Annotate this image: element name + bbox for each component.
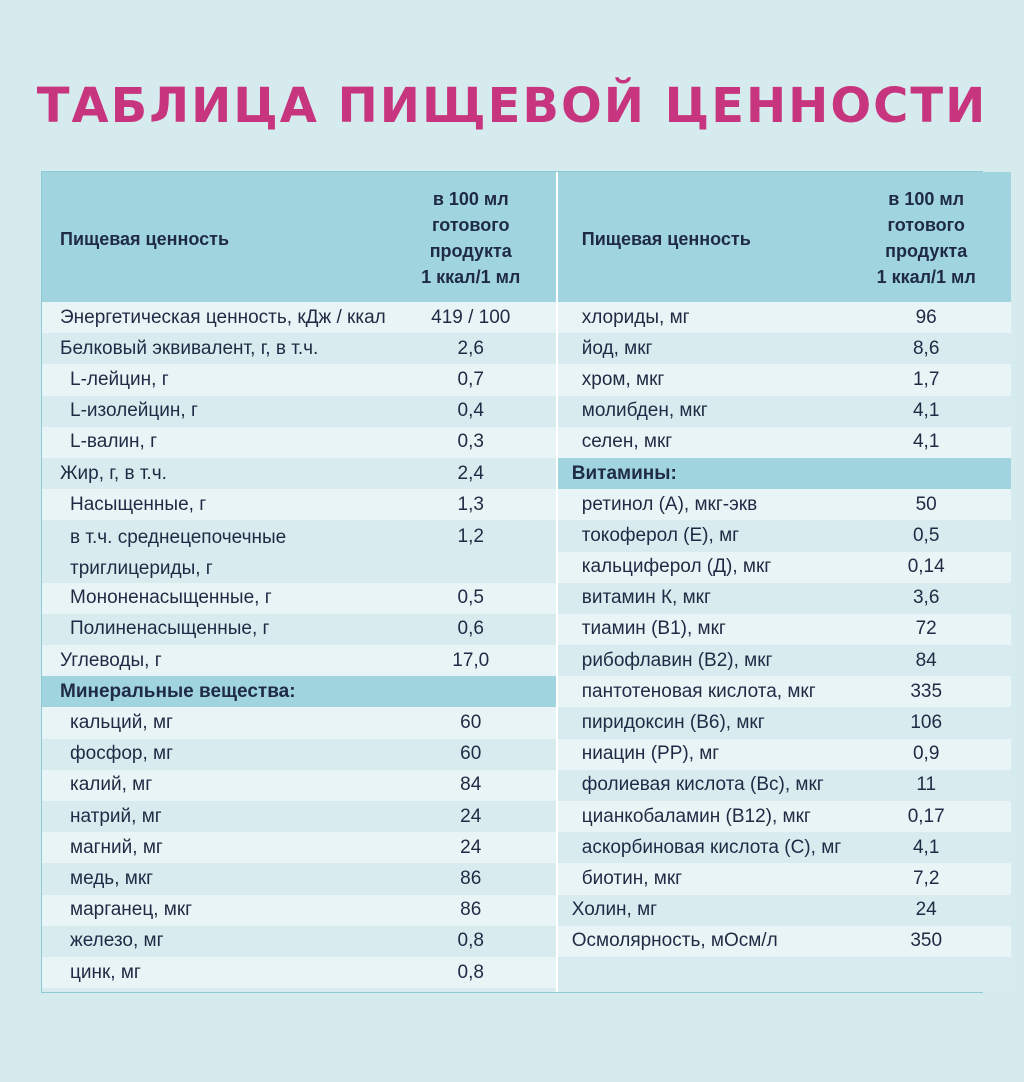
nutrient-value: 7,2	[912, 867, 940, 889]
table-row	[42, 583, 556, 614]
table-body-right	[558, 302, 1011, 992]
nutrient-name: ниацин (РР), мг	[581, 743, 720, 765]
header-name-label: Пищевая ценность	[60, 228, 230, 249]
nutrient-name: Энергетическая ценность, кДж / ккал	[60, 306, 386, 328]
section-header-row	[42, 676, 556, 707]
nutrient-name: калий, мг	[70, 774, 153, 796]
nutrition-table	[41, 171, 983, 993]
nutrient-name: кальциферол (Д), мкг	[581, 556, 772, 578]
nutrient-name: L-валин, г	[70, 431, 158, 453]
nutrient-name: рибофлавин (В2), мкг	[581, 649, 773, 671]
nutrient-value: 50	[915, 493, 937, 515]
nutrient-name: аскорбиновая кислота (С), мг	[581, 836, 842, 858]
nutrient-value: 0,5	[912, 524, 940, 546]
table-row	[42, 832, 556, 863]
table-row	[558, 396, 1011, 427]
nutrient-value: 84	[460, 774, 482, 796]
nutrient-value: 17,0	[452, 649, 490, 671]
nutrient-value: 0,9	[912, 743, 940, 765]
table-row	[558, 863, 1011, 894]
nutrient-name: селен, мкг	[581, 431, 673, 453]
table-filler	[558, 957, 1011, 992]
nutrient-value: 0,17	[907, 805, 945, 827]
table-row	[42, 957, 556, 988]
table-row	[42, 739, 556, 770]
table-body-left	[42, 302, 556, 992]
nutrient-value: 1,2	[457, 526, 484, 548]
nutrient-name: натрий, мг	[70, 805, 162, 827]
nutrient-name: молибден, мкг	[581, 400, 708, 422]
nutrient-value: 86	[460, 899, 482, 921]
nutrient-name: хлориды, мг	[581, 306, 690, 328]
nutrient-value: 419 / 100	[431, 306, 511, 328]
nutrient-value: 0,14	[907, 556, 945, 578]
table-filler	[42, 988, 556, 992]
table-row	[42, 427, 556, 458]
nutrient-value: 84	[915, 649, 937, 671]
nutrient-value: 350	[910, 930, 943, 952]
table-row	[42, 396, 556, 427]
table-row	[42, 801, 556, 832]
nutrient-name: ретинол (А), мкг-экв	[581, 493, 758, 515]
nutrient-value: 2,4	[457, 462, 484, 484]
nutrient-name: фосфор, мг	[70, 743, 174, 765]
nutrient-value: 24	[460, 836, 482, 858]
nutrient-name: биотин, мкг	[581, 867, 683, 889]
nutrient-value: 0,4	[457, 400, 484, 422]
nutrient-value: 0,3	[457, 431, 484, 453]
table-row	[558, 707, 1011, 738]
table-row	[558, 801, 1011, 832]
nutrient-value: 24	[460, 805, 482, 827]
nutrient-value: 106	[910, 712, 943, 734]
nutrient-name: йод, мкг	[581, 337, 653, 359]
table-column-right	[556, 172, 1011, 992]
nutrient-name: железо, мг	[70, 930, 164, 952]
header-value-line: продукта	[885, 241, 968, 261]
table-header	[558, 172, 1011, 302]
table-row	[558, 520, 1011, 551]
nutrient-name: Насыщенные, г	[70, 493, 207, 515]
nutrient-name: медь, мкг	[70, 867, 154, 889]
section-header-row	[558, 458, 1011, 489]
nutrient-value: 335	[910, 680, 943, 702]
table-row	[42, 364, 556, 395]
nutrient-name: марганец, мкг	[70, 899, 193, 921]
nutrient-name: Белковый эквивалент, г, в т.ч.	[60, 337, 319, 359]
nutrient-value: 24	[915, 899, 937, 921]
nutrient-name: цианкобаламин (В12), мкг	[581, 805, 811, 827]
nutrient-value: 4,1	[912, 431, 940, 453]
nutrient-value: 60	[460, 712, 482, 734]
table-row	[558, 832, 1011, 863]
header-value-line: 1 ккал/1 мл	[876, 267, 976, 287]
nutrient-value: 86	[460, 867, 482, 889]
table-row	[558, 645, 1011, 676]
header-value-line: готового	[887, 215, 965, 235]
table-row	[558, 895, 1011, 926]
header-value-line: в 100 мл	[432, 189, 509, 209]
nutrient-name: L-лейцин, г	[70, 368, 169, 390]
table-row	[42, 863, 556, 894]
nutrient-name: Осмолярность, мОсм/л	[571, 930, 778, 952]
table-row	[42, 645, 556, 676]
nutrient-name: кальций, мг	[70, 712, 173, 734]
nutrient-name: L-изолейцин, г	[70, 400, 198, 422]
nutrient-name: фолиевая кислота (Вс), мкг	[581, 774, 824, 796]
nutrient-value: 60	[460, 743, 482, 765]
table-row	[42, 333, 556, 364]
table-row	[42, 895, 556, 926]
header-value-label	[386, 184, 556, 290]
nutrient-name: магний, мг	[70, 836, 163, 858]
section-title: Минеральные вещества:	[60, 680, 296, 702]
table-row	[42, 520, 556, 582]
table-row	[42, 926, 556, 957]
table-row	[558, 489, 1011, 520]
table-row	[558, 333, 1011, 364]
table-row	[558, 739, 1011, 770]
section-title: Витамины:	[571, 462, 677, 484]
nutrient-value: 11	[916, 774, 937, 796]
table-header	[42, 172, 556, 302]
table-row	[42, 458, 556, 489]
header-value-line: 1 ккал/1 мл	[421, 267, 521, 287]
table-row	[558, 552, 1011, 583]
nutrient-value: 3,6	[912, 587, 940, 609]
header-name-label: Пищевая ценность	[581, 228, 751, 249]
table-row	[558, 676, 1011, 707]
nutrient-value: 1,7	[912, 368, 940, 390]
nutrient-value: 4,1	[912, 400, 940, 422]
header-value-line: продукта	[429, 241, 512, 261]
nutrient-value: 0,7	[457, 368, 484, 390]
table-row	[558, 427, 1011, 458]
nutrient-value: 4,1	[912, 836, 940, 858]
nutrient-name: тиамин (В1), мкг	[581, 618, 726, 640]
table-row	[558, 614, 1011, 645]
nutrient-value: 0,8	[457, 961, 484, 983]
table-row	[42, 489, 556, 520]
nutrient-name: Углеводы, г	[60, 649, 162, 671]
nutrient-value: 8,6	[912, 337, 940, 359]
nutrient-value: 1,3	[457, 493, 484, 515]
nutrient-value: 0,5	[457, 587, 484, 609]
nutrient-name: цинк, мг	[70, 961, 141, 983]
table-row	[558, 364, 1011, 395]
nutrient-name: пиридоксин (В6), мкг	[581, 712, 765, 734]
header-value-line: готового	[432, 215, 510, 235]
nutrient-name: токоферол (Е), мг	[581, 524, 740, 546]
nutrient-name: в т.ч. среднецепочечные триглицериды, г	[70, 527, 287, 580]
nutrient-name: Жир, г, в т.ч.	[60, 462, 167, 484]
nutrient-name: хром, мкг	[581, 368, 665, 390]
page-title: ТАБЛИЦА ПИЩЕВОЙ ЦЕННОСТИ	[36, 78, 988, 134]
nutrient-name: пантотеновая кислота, мкг	[581, 680, 816, 702]
nutrient-value: 2,6	[457, 337, 484, 359]
table-row	[42, 614, 556, 645]
nutrient-value: 96	[915, 306, 937, 328]
header-value-label	[841, 184, 1011, 290]
table-row	[558, 302, 1011, 333]
nutrient-name: Холин, мг	[571, 899, 658, 921]
table-row	[558, 583, 1011, 614]
nutrient-value: 0,6	[457, 618, 484, 640]
nutrient-name: витамин К, мкг	[581, 587, 711, 609]
nutrient-value: 0,8	[457, 930, 484, 952]
table-row	[558, 926, 1011, 957]
table-row	[42, 302, 556, 333]
nutrient-name: Мононенасыщенные, г	[70, 587, 272, 609]
nutrient-value: 72	[915, 618, 937, 640]
table-column-left	[42, 172, 556, 992]
header-value-line: в 100 мл	[888, 189, 965, 209]
table-row	[42, 707, 556, 738]
nutrient-name: Полиненасыщенные, г	[70, 618, 270, 640]
table-row	[42, 770, 556, 801]
table-row	[558, 770, 1011, 801]
